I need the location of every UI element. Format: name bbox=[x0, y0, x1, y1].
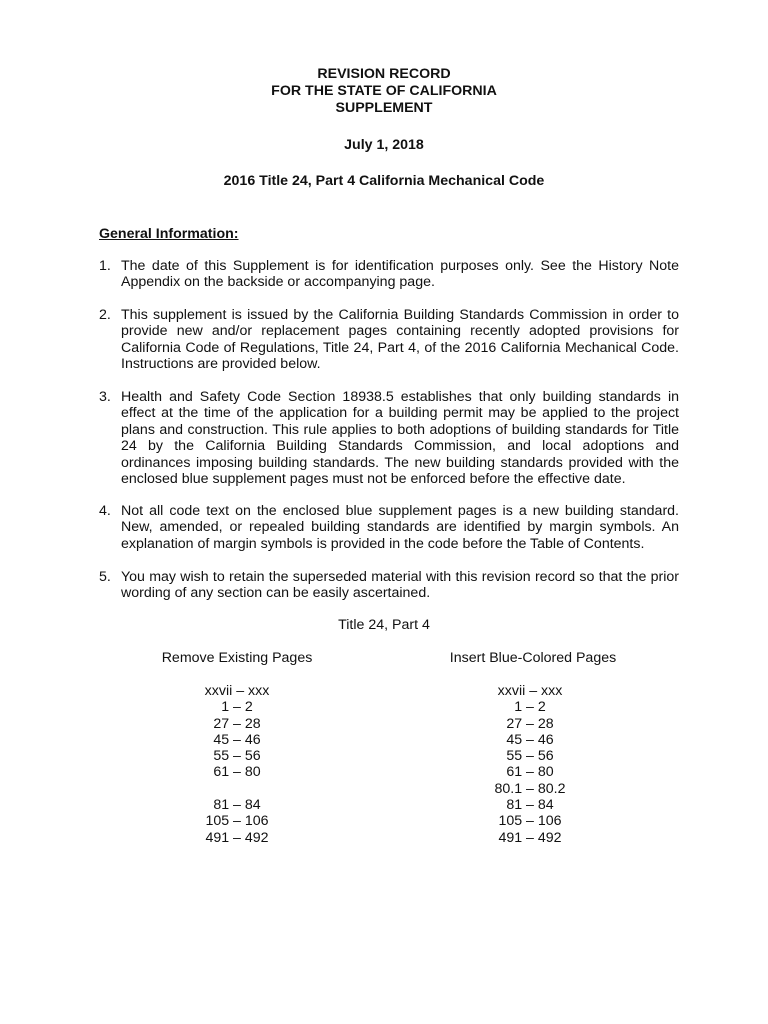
page-range-blank bbox=[177, 781, 297, 797]
info-item bbox=[99, 258, 679, 291]
info-item-number: 1. bbox=[99, 258, 111, 274]
page-range: 61 – 80 bbox=[213, 764, 261, 781]
page-range: 105 – 106 bbox=[205, 813, 269, 830]
title-line-2: FOR THE STATE OF CALIFORNIA bbox=[271, 83, 497, 99]
info-item bbox=[99, 569, 679, 602]
general-information-heading: General Information: bbox=[99, 226, 239, 242]
info-item-number: 2. bbox=[99, 307, 111, 323]
info-item-text: This supplement is issued by the California Building Standards Commission in order to provide new and/or replacement pages containing recently adopted provisions for California Code of Regulations, Title 24, Part 4, of the 2016 California Mechanical Code. Instructions are provided below. bbox=[121, 307, 679, 373]
pages-table-title: Title 24, Part 4 bbox=[338, 617, 430, 633]
page-range: 27 – 28 bbox=[213, 715, 261, 732]
remove-pages-header: Remove Existing Pages bbox=[161, 650, 313, 666]
insert-pages-header: Insert Blue-Colored Pages bbox=[449, 650, 617, 666]
page-range: 27 – 28 bbox=[506, 715, 554, 732]
remove-pages-list bbox=[177, 683, 297, 846]
insert-pages-list bbox=[470, 683, 590, 846]
page-range: 55 – 56 bbox=[506, 748, 554, 765]
page-range: 491 – 492 bbox=[205, 829, 269, 846]
info-item-number: 5. bbox=[99, 569, 111, 585]
info-item-text: The date of this Supplement is for identification purposes only. See the History Note Appendix on the backside or accompanying page. bbox=[121, 258, 679, 291]
code-title: 2016 Title 24, Part 4 California Mechanical Code bbox=[223, 173, 545, 189]
info-item-text: You may wish to retain the superseded material with this revision record so that the prior wording of any section can be easily ascertained. bbox=[121, 569, 679, 602]
page-range: 45 – 46 bbox=[506, 731, 554, 748]
title-line-1: REVISION RECORD bbox=[317, 66, 451, 82]
page-range: 491 – 492 bbox=[498, 829, 562, 846]
info-item bbox=[99, 503, 679, 552]
info-item-number: 4. bbox=[99, 503, 111, 519]
page-range: 61 – 80 bbox=[506, 764, 554, 781]
info-item-number: 3. bbox=[99, 389, 111, 405]
page-range: xxvii – xxx bbox=[497, 683, 563, 699]
page-range: 80.1 – 80.2 bbox=[494, 780, 566, 797]
document-title bbox=[0, 66, 768, 117]
info-item-text: Health and Safety Code Section 18938.5 establishes that only building standards in effect at the time of the application for a building permit may be applied to the project plans and construction. This rule applies to both adoptions of building standards for Title 24 by the California Building Standards Commission, and local adoptions and ordinances imposing building standards. The new building standards provided with the enclosed blue supplement pages must not be enforced before the effective date. bbox=[121, 389, 679, 488]
title-line-3: SUPPLEMENT bbox=[335, 100, 433, 116]
document-date: July 1, 2018 bbox=[344, 137, 424, 153]
info-item bbox=[99, 307, 679, 373]
page-range: xxvii – xxx bbox=[204, 683, 270, 699]
page-range: 1 – 2 bbox=[221, 699, 253, 716]
page-range: 1 – 2 bbox=[514, 699, 546, 716]
page-range: 81 – 84 bbox=[506, 797, 554, 814]
page-range: 45 – 46 bbox=[213, 731, 261, 748]
page-range: 81 – 84 bbox=[213, 797, 261, 814]
info-item-text: Not all code text on the enclosed blue supplement pages is a new building standard. New, amended, or repealed building standards are identified by margin symbols. An explanation of margin symbols is provided in the code before the Table of Contents. bbox=[121, 503, 679, 552]
info-item bbox=[99, 389, 679, 487]
page-range: 55 – 56 bbox=[213, 748, 261, 765]
page-range: 105 – 106 bbox=[498, 813, 562, 830]
